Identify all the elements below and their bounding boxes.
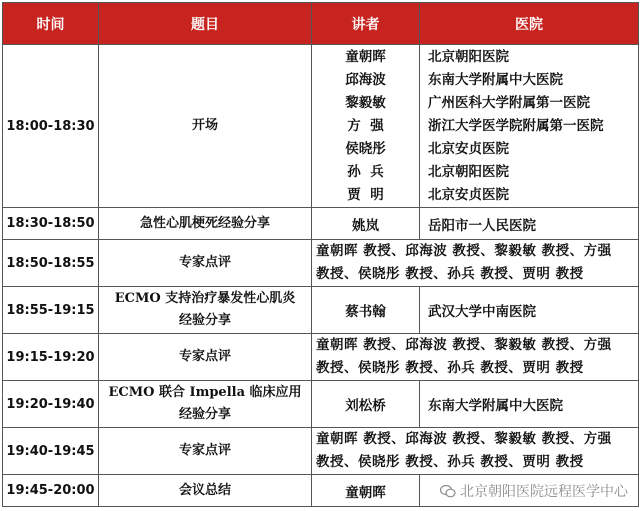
table-row [3,45,639,208]
hospital-name: 浙江大学医学院附属第一医院 [428,117,604,134]
speaker: 刘松桥 [312,381,420,428]
panel-line: 童朝晖 教授、邱海波 教授、黎毅敏 教授、方强 [316,243,612,259]
session-time: 19:15-19:20 [3,334,99,381]
hospital-name: 东南大学附属中大医院 [428,71,563,88]
hospital-name: 北京朝阳医院 [428,163,509,180]
speaker [312,45,420,208]
table-row [3,208,639,240]
hospital: 武汉大学中南医院 [420,287,639,334]
session-time: 19:45-20:00 [3,475,99,507]
session-topic: 专家点评 [99,428,312,475]
panel-line: 童朝晖 教授、邱海波 教授、黎毅敏 教授、方强 [316,431,612,447]
table-row [3,381,639,428]
table-row [3,287,639,334]
watermark-text: 北京朝阳医院远程医学中心 [460,484,628,500]
expert-panel [312,428,639,475]
speaker-name: 侯晓彤 [345,140,386,157]
speaker: 姚岚 [312,208,420,240]
header-time: 时间 [3,3,99,45]
expert-panel [312,240,639,287]
topic-line: 经验分享 [178,313,231,328]
speaker-name: 贾 明 [347,186,384,203]
session-topic: 专家点评 [99,240,312,287]
table-row [3,428,639,475]
speaker: 童朝晖 [312,475,420,507]
session-topic: 开场 [99,45,312,208]
wechat-icon [440,485,456,498]
header-topic: 题目 [99,3,312,45]
topic-line: 经验分享 [178,407,231,422]
hospital [420,45,639,208]
hospital-name: 北京朝阳医院 [428,48,509,65]
header-row [3,3,639,45]
speaker-name: 孙 兵 [347,163,384,180]
hospital: 东南大学附属中大医院 [420,381,639,428]
panel-line: 教授、侯晓彤 教授、孙兵 教授、贾明 教授 [316,454,584,470]
hospital-name: 北京安贞医院 [428,186,509,203]
header-hospital: 医院 [420,3,639,45]
watermark [440,481,628,501]
header-speaker: 讲者 [312,3,420,45]
hospital-name: 北京安贞医院 [428,140,509,157]
session-topic [99,287,312,334]
topic-line: ECMO 支持治疗暴发性心肌炎 [114,291,296,306]
panel-line: 教授、侯晓彤 教授、孙兵 教授、贾明 教授 [316,360,584,376]
speaker-name: 邱海波 [345,71,386,88]
speaker-name: 童朝晖 [345,48,386,65]
speaker-name: 黎毅敏 [345,94,386,111]
expert-panel [312,334,639,381]
hospital: 岳阳市一人民医院 [420,208,639,240]
session-topic: 专家点评 [99,334,312,381]
session-topic [99,381,312,428]
panel-line: 教授、侯晓彤 教授、孙兵 教授、贾明 教授 [316,266,584,282]
table-row [3,334,639,381]
hospital-name: 广州医科大学附属第一医院 [428,94,590,111]
topic-line: ECMO 联合 Impella 临床应用 [108,385,302,400]
session-time: 18:00-18:30 [3,45,99,208]
table-row [3,240,639,287]
panel-line: 童朝晖 教授、邱海波 教授、黎毅敏 教授、方强 [316,337,612,353]
speaker-name: 方 强 [347,117,384,134]
schedule-table [2,2,639,507]
session-time: 18:50-18:55 [3,240,99,287]
session-topic: 急性心肌梗死经验分享 [99,208,312,240]
session-time: 19:20-19:40 [3,381,99,428]
session-time: 19:40-19:45 [3,428,99,475]
schedule-body [3,45,639,507]
session-topic: 会议总结 [99,475,312,507]
session-time: 18:55-19:15 [3,287,99,334]
speaker: 蔡书翰 [312,287,420,334]
session-time: 18:30-18:50 [3,208,99,240]
